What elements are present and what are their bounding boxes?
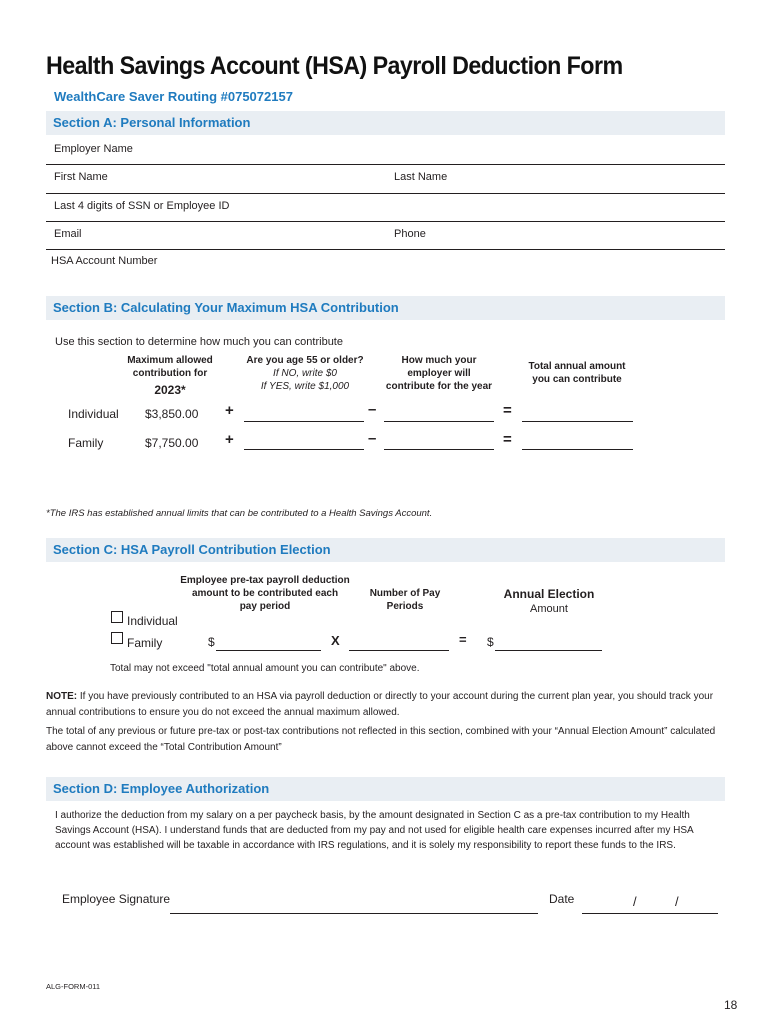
equals-sign: = (503, 431, 512, 448)
signature-label: Employee Signature (62, 892, 171, 906)
pretax-deduction-header-line1: Employee pre-tax payroll deduction (180, 575, 350, 586)
contribution-year: 2023* (154, 383, 186, 397)
minus-sign: – (368, 430, 377, 447)
max-contribution-header-line1: Maximum allowed (127, 355, 213, 366)
first-name-label: First Name (54, 171, 108, 183)
note-text: If you have previously contributed to an HSA via payroll deduction or directly to your account during the current plan year, you should track your annual contributions to ensure you do not exceed the annual maximum allowed. (46, 691, 714, 718)
age-55-header-line3: If YES, write $1,000 (260, 381, 350, 392)
pay-periods-header-line2: Periods (386, 601, 424, 612)
hsa-account-label: HSA Account Number (51, 255, 158, 267)
family-max-amount: $7,750.00 (145, 436, 199, 450)
family-employer-field[interactable] (384, 449, 494, 450)
annual-election-header-line1: Annual Election (503, 587, 595, 601)
individual-checkbox[interactable] (111, 611, 123, 623)
section-d-heading: Section D: Employee Authorization (46, 777, 725, 801)
total-annual-header-line2: you can contribute (532, 374, 622, 385)
date-label: Date (549, 892, 575, 906)
individual-age-55-field[interactable] (244, 421, 364, 422)
note-label: NOTE: (46, 691, 78, 702)
annual-election-field[interactable] (495, 650, 602, 651)
annual-election-dollar-sign: $ (487, 635, 494, 649)
authorization-text: I authorize the deduction from my salary on a per paycheck basis, by the amount designated in Section C as a pre-tax contribution to my Health Savings Account (HSA). I understand funds that are deducted from my pay and not used for eligible health care expenses incurred after my HSA account was established will be taxable in accordance with IRS regulations, and it is solely my responsibility to report these funds to the IRS. (55, 810, 694, 851)
section-a-heading: Section A: Personal Information (46, 111, 725, 135)
annual-election-header-line2: Amount (530, 603, 568, 615)
employer-contribution-header (378, 354, 500, 393)
routing-number: WealthCare Saver Routing #075072157 (54, 89, 293, 104)
pretax-deduction-header-line3: pay period (239, 601, 291, 612)
individual-row-label: Individual (68, 407, 119, 421)
employer-name-field[interactable] (46, 164, 725, 165)
section-b-heading: Section B: Calculating Your Maximum HSA Contribution (46, 296, 725, 320)
max-contribution-header-line2: contribution for (132, 368, 208, 379)
deduction-dollar-sign: $ (208, 635, 215, 649)
individual-max-amount: $3,850.00 (145, 407, 199, 421)
date-slash-1: / (633, 894, 637, 909)
equals-sign: = (459, 632, 467, 647)
date-slash-2: / (675, 894, 679, 909)
section-c-heading: Section C: HSA Payroll Contribution Election (46, 538, 725, 562)
plus-sign: + (225, 402, 234, 419)
annual-election-header (490, 588, 608, 616)
last-name-field[interactable] (386, 193, 725, 194)
pretax-deduction-header (170, 574, 360, 613)
employer-contribution-header-line2: employer will (407, 368, 471, 379)
first-name-field[interactable] (46, 193, 386, 194)
family-row-label: Family (68, 436, 104, 450)
section-b-intro: Use this section to determine how much you can contribute (55, 336, 343, 348)
pretax-deduction-header-line2: amount to be contributed each (191, 588, 339, 599)
individual-employer-field[interactable] (384, 421, 494, 422)
phone-field[interactable] (386, 249, 725, 250)
total-annual-header (515, 360, 639, 386)
minus-sign: – (368, 401, 377, 418)
pay-periods-header-line1: Number of Pay (369, 588, 441, 599)
age-55-header (240, 354, 370, 393)
plus-sign: + (225, 431, 234, 448)
max-contribution-header (110, 354, 230, 397)
page-title: Health Savings Account (HSA) Payroll Deduction Form (46, 52, 623, 80)
form-id: ALG-FORM-011 (46, 982, 101, 991)
age-55-header-line1: Are you age 55 or older? (246, 355, 364, 366)
family-option-label: Family (127, 636, 163, 650)
family-age-55-field[interactable] (244, 449, 364, 450)
individual-option-label: Individual (127, 614, 178, 628)
family-total-field[interactable] (522, 449, 633, 450)
date-field[interactable] (582, 913, 718, 914)
family-checkbox[interactable] (111, 632, 123, 644)
irs-footnote: *The IRS has established annual limits that can be contributed to a Health Savings Account. (46, 508, 433, 519)
ssn-label: Last 4 digits of SSN or Employee ID (54, 200, 230, 212)
signature-field[interactable] (170, 913, 538, 914)
email-field[interactable] (46, 249, 386, 250)
email-label: Email (54, 228, 82, 240)
employer-contribution-header-line1: How much your (401, 355, 477, 366)
phone-label: Phone (394, 228, 426, 240)
pretax-deduction-field[interactable] (216, 650, 321, 651)
total-annual-header-line1: Total annual amount (528, 361, 626, 372)
employer-contribution-header-line3: contribute for the year (385, 381, 493, 392)
contribution-note (46, 689, 726, 721)
employer-name-label: Employer Name (54, 143, 133, 155)
contribution-note-2: The total of any previous or future pre-tax or post-tax contributions not reflected in this section, combined with your “Annual Election Amount” calculated above cannot exceed the “Total Contribution Amount” (46, 726, 716, 753)
page-number: 18 (724, 998, 738, 1012)
last-name-label: Last Name (394, 171, 448, 183)
age-55-header-line2: If NO, write $0 (273, 368, 337, 379)
equals-sign: = (503, 402, 512, 419)
times-sign: X (331, 633, 340, 648)
total-limit-note: Total may not exceed "total annual amount you can contribute" above. (110, 663, 420, 674)
individual-total-field[interactable] (522, 421, 633, 422)
pay-periods-header (355, 587, 455, 613)
pay-periods-field[interactable] (349, 650, 449, 651)
ssn-field[interactable] (46, 221, 725, 222)
